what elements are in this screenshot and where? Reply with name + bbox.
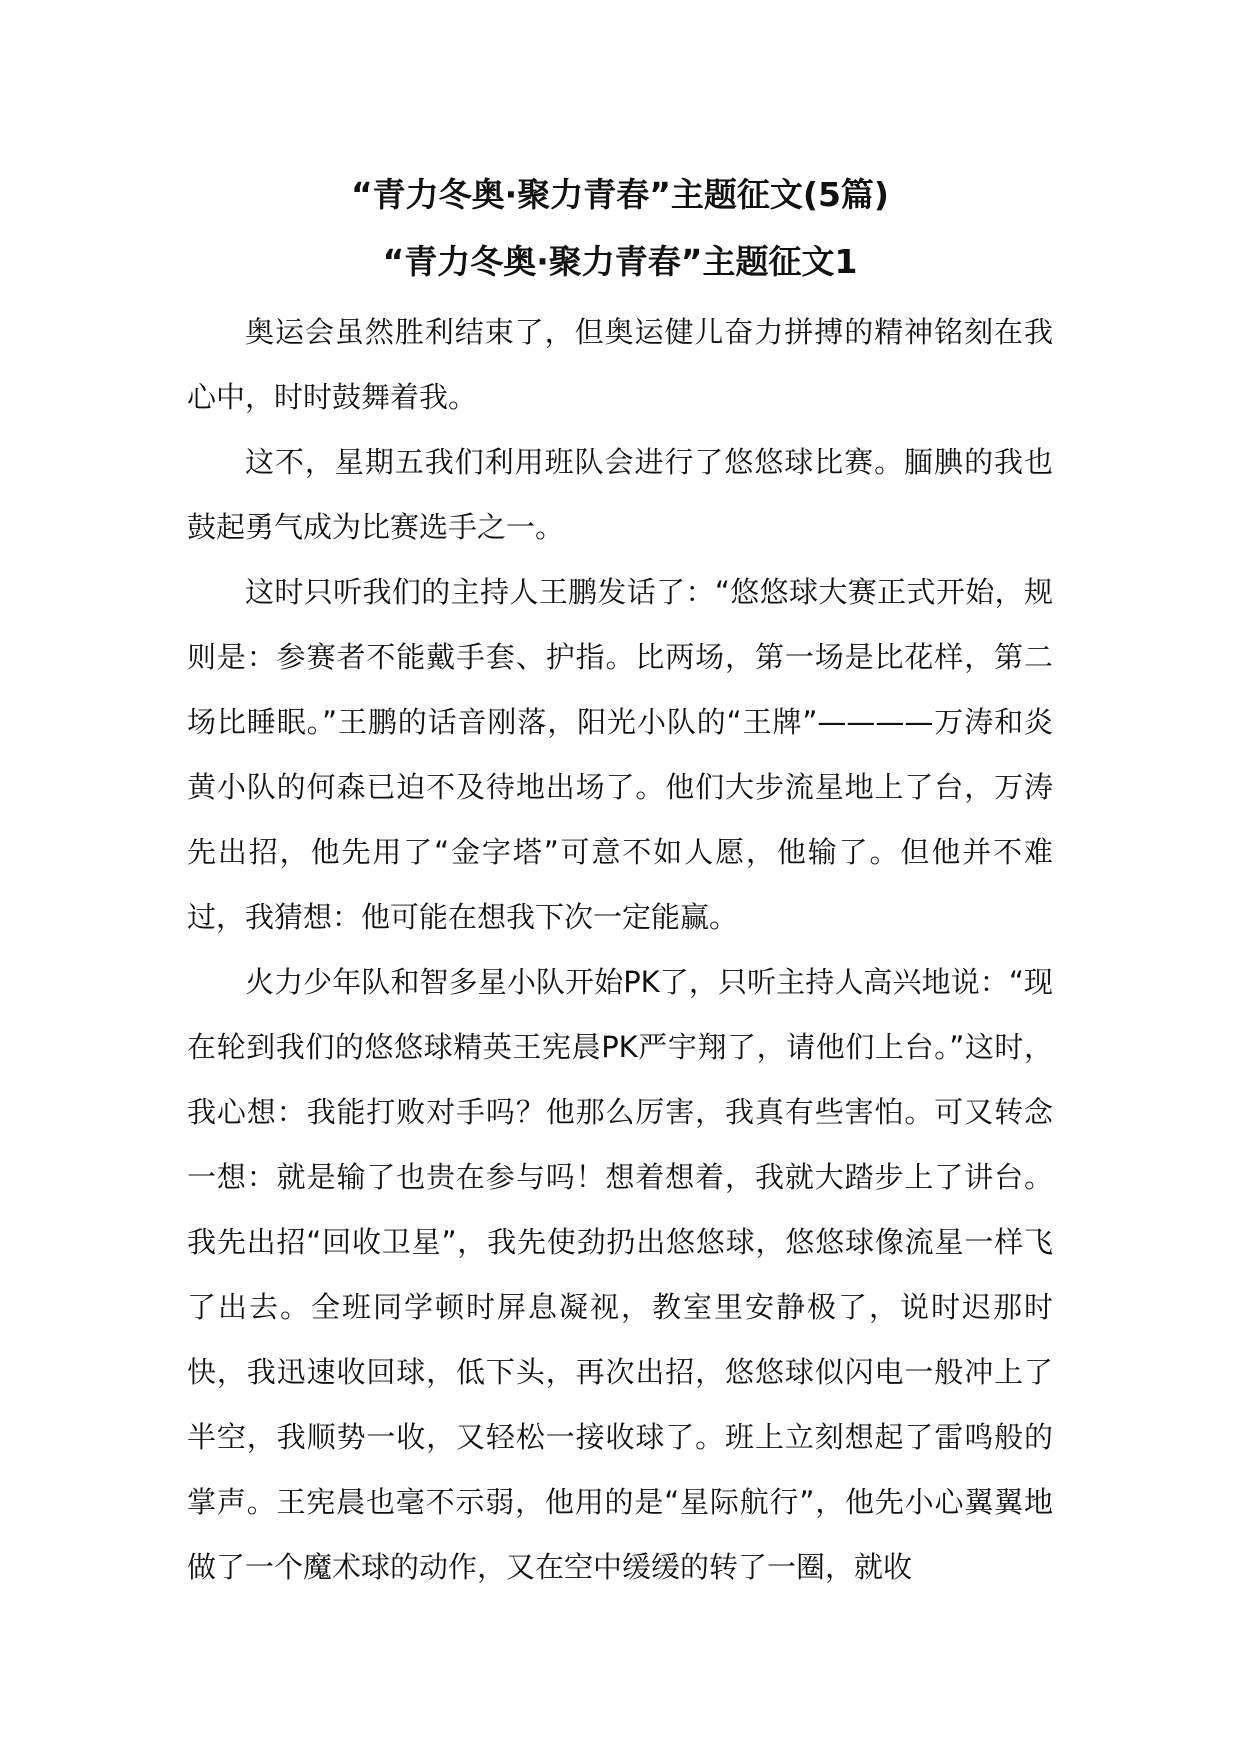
paragraph-2: 这不，星期五我们利用班队会进行了悠悠球比赛。腼腆的我也鼓起勇气成为比赛选手之一。 [187, 445, 1053, 544]
section-heading: “青力冬奥·聚力青春”主题征文1 [382, 242, 858, 281]
document-body [187, 300, 1053, 1600]
paragraph-3: 这时只听我们的主持人王鹏发话了：“悠悠球大赛正式开始，规则是：参赛者不能戴手套、护指。比两场，第一场是比花样，第二场比睡眠。”王鹏的话音刚落，阳光小队的“王牌”————万涛和炎黄小队的何森已迫不及待地出场了。他们大步流星地上了台，万涛先出招，他先用了“金字塔”可意不如人愿，他输了。但他并不难过，我猜想：他可能在想我下次一定能赢。 [187, 575, 1053, 934]
paragraph-1: 奥运会虽然胜利结束了，但奥运健儿奋力拼搏的精神铭刻在我心中，时时鼓舞着我。 [187, 315, 1053, 414]
paragraph-4: 火力少年队和智多星小队开始PK了，只听主持人高兴地说：“现在轮到我们的悠悠球精英王宪晨PK严宇翔了，请他们上台。”这时，我心想：我能打败对手吗？他那么厉害，我真有些害怕。可又转念一想：就是输了也贵在参与吗！想着想着，我就大踏步上了讲台。我先出招“回收卫星”，我先使劲扔出悠悠球，悠悠球像流星一样飞了出去。全班同学顿时屏息凝视，教室里安静极了，说时迟那时快，我迅速收回球，低下头，再次出招，悠悠球似闪电一般冲上了半空，我顺势一收，又轻松一接收球了。班上立刻想起了雷鸣般的掌声。王宪晨也毫不示弱，他用的是“星际航行”，他先小心翼翼地做了一个魔术球的动作，又在空中缓缓的转了一圈，就收 [187, 965, 1053, 1584]
document-title: “青力冬奥·聚力青春”主题征文(5篇) [350, 175, 890, 214]
